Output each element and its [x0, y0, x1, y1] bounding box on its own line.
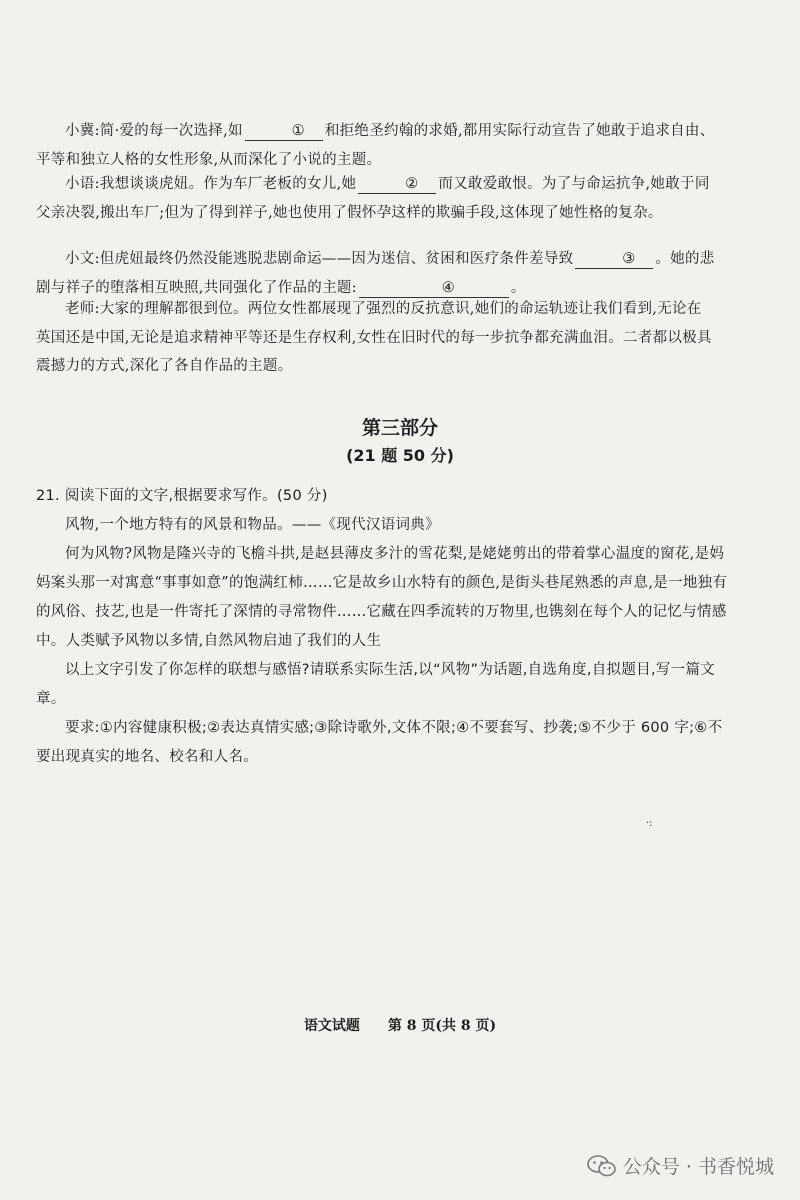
section-subtitle: (21 题 50 分): [346, 446, 454, 465]
watermark: [587, 1152, 774, 1179]
stray-mark: ·:: [646, 818, 653, 829]
footer-page-number: 第 8 页(共 8 页): [387, 1018, 497, 1034]
writing-prompt: 以上文字引发了你怎样的联想与感悟?请联系实际生活,以“风物”为话题,自选角度,自拟题目,写一篇文章。: [36, 662, 716, 707]
requirements: 要求:①内容健康积极;②表达真情实感;③除诗歌外,文体不限;④不要套写、抄袭;⑤不少于 600 字;⑥不要出现真实的地名、校名和人名。: [36, 720, 723, 765]
page-footer: [0, 1015, 800, 1035]
speaker-name: 老师:: [65, 301, 100, 317]
dialogue-paragraph-2: 小语:我想谈谈虎妞。作为车厂老板的女儿,她 ② 而又敢爱敢恨。为了与命运抗争,她敢于同父亲决裂,搬出车厂;但为了得到祥子,她也使用了假怀孕这样的欺骗手段,这体现了她性格的复杂。: [36, 176, 710, 221]
answer-blank-2: ②: [358, 175, 436, 194]
speaker-name: 小语:: [65, 176, 100, 192]
dialogue-paragraph-3: 小文:但虎妞最终仍然没能逃脱悲剧命运——因为迷信、贫困和医疗条件差导致 ③ 。她的悲剧与祥子的堕落相互映照,共同强化了作品的主题: ④ 。: [36, 251, 715, 296]
passage: 何为风物?风物是隆兴寺的飞檐斗拱,是赵县薄皮多汁的雪花梨,是姥姥剪出的带着掌心温度的窗花,是妈妈案头那一对寓意“事事如意”的饱满红柿……它是故乡山水特有的颜色,是街头巷尾熟悉的声息,是一地独有的风俗、技艺,也是一件寄托了深情的寻常物件……它藏在四季流转的万物里,也镌刻在每个人的记忆与情感中。人类赋予风物以多情,自然风物启迪了我们的人生: [36, 546, 728, 649]
answer-blank-1: ①: [245, 122, 323, 141]
watermark-text: 公众号 · 书香悦城: [622, 1156, 774, 1178]
dialogue-paragraph-1: 小冀:简·爱的每一次选择,如 ① 和拒绝圣约翰的求婚,都用实际行动宣告了她敢于追求自由、平等和独立人格的女性形象,从而深化了小说的主题。: [36, 123, 715, 168]
question-21: [36, 482, 736, 772]
wechat-icon: [587, 1154, 617, 1178]
question-heading: 21. 阅读下面的文字,根据要求写作。(50 分): [36, 488, 328, 504]
answer-blank-3: ③: [575, 250, 653, 269]
speaker-name: 小文:: [65, 251, 100, 267]
answer-blank-4: ④: [359, 279, 509, 298]
speaker-name: 小冀:: [65, 123, 100, 139]
footer-subject: 语文试题: [303, 1018, 360, 1034]
section-title: 第三部分: [361, 417, 438, 439]
dialogue-paragraph-4: 老师:大家的理解都很到位。两位女性都展现了强烈的反抗意识,她们的命运轨迹让我们看到,无论在英国还是中国,无论是追求精神平等还是生存权利,女性在旧时代的每一步抗争都充满血泪。二者都以极具震撼力的方式,深化了各自作品的主题。: [36, 301, 712, 374]
definition-quote: 风物,一个地方特有的风景和物品。——《现代汉语词典》: [65, 517, 440, 533]
